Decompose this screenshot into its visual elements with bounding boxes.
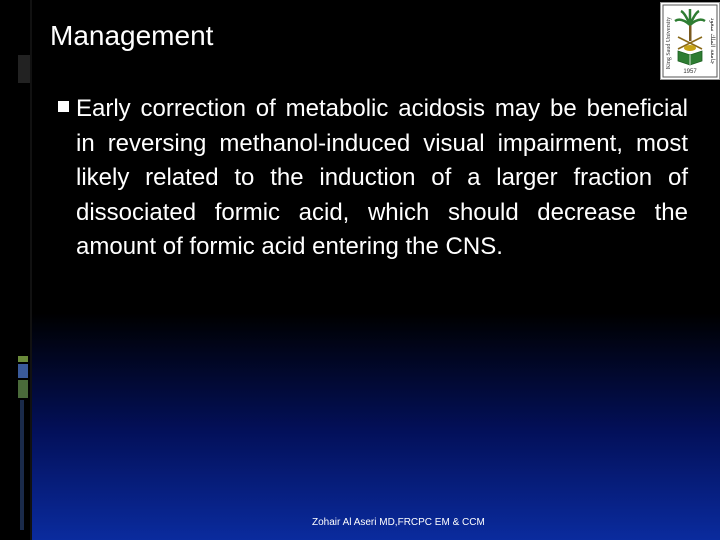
slide-footer: Zohair Al Aseri MD,FRCPC EM & CCM (312, 517, 485, 528)
left-accent-stripe-2 (18, 364, 28, 378)
left-accent-stripe-1 (18, 356, 28, 362)
bullet-list (58, 92, 688, 265)
title-accent-block (18, 55, 30, 83)
bullet-item: Early correction of metabolic acidosis may be beneficial in reversing methanol-induced visual impairment, most likely related to the induction of a larger fraction of dissociated formic acid, which should decrease the amount of formic acid entering the CNS. (76, 95, 688, 260)
university-logo (660, 2, 720, 80)
slide-background (30, 0, 720, 540)
svg-text:1957: 1957 (683, 69, 697, 75)
svg-text:جامعة الملك سعود: جامعة الملك سعود (709, 17, 716, 65)
left-accent-stripe-3 (18, 380, 28, 398)
university-seal-icon (661, 3, 719, 79)
left-divider-line (30, 0, 32, 540)
square-bullet-icon (58, 101, 69, 112)
svg-text:King Saud University: King Saud University (666, 16, 672, 70)
slide-title: Management (50, 20, 214, 51)
left-accent-stripe-4 (20, 400, 24, 530)
